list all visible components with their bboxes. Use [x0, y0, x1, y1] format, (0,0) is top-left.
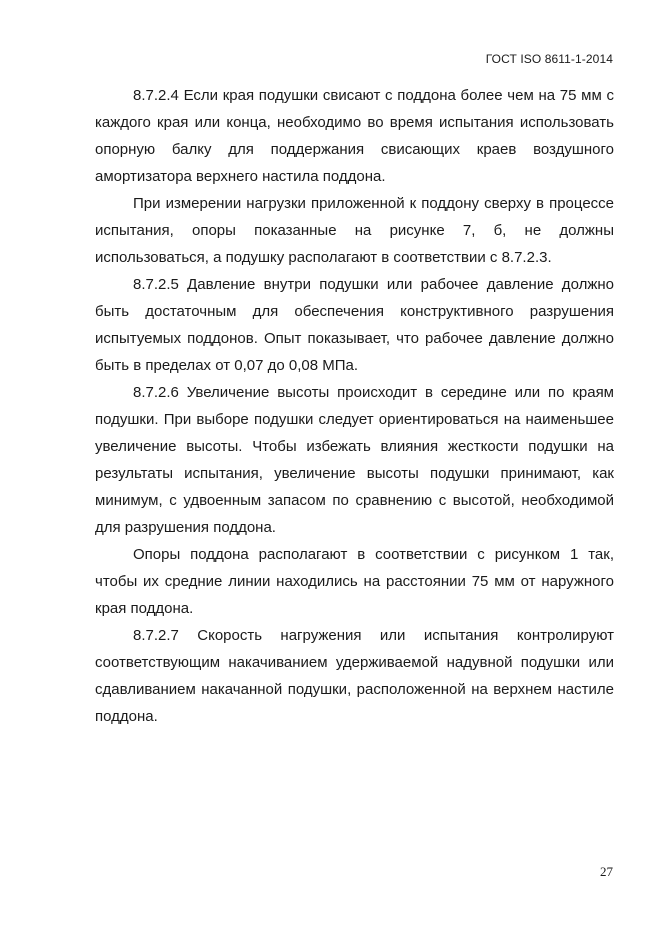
paragraph-pallet-supports: Опоры поддона располагают в соответствии с рисунком 1 так, чтобы их средние линии находились на расстоянии 75 мм от наружного края поддона. — [95, 546, 614, 617]
paragraph-8-7-2-5: 8.7.2.5 Давление внутри подушки или рабочее давление должно быть достаточным для обеспечения конструктивного разрушения испытуемых поддонов. Опыт показывает, что рабочее давление должно быть в пределах от 0,07 до 0,08 МПа. — [95, 276, 614, 374]
paragraph-load-measurement: При измерении нагрузки приложенной к поддону сверху в процессе испытания, опоры показанные на рисунке 7, б, не должны использоваться, а подушку располагают в соответствии с 8.7.2.3. — [95, 195, 614, 266]
paragraph-8-7-2-6: 8.7.2.6 Увеличение высоты происходит в середине или по краям подушки. При выборе подушки следует ориентироваться на наименьшее увеличение высоты. Чтобы избежать влияния жесткости подушки на результаты испытания, увеличение высоты подушки принимают, как минимум, с удвоенным запасом по сравнению с высотой, необходимой для разрушения поддона. — [95, 384, 614, 536]
paragraph-8-7-2-4: 8.7.2.4 Если края подушки свисают с поддона более чем на 75 мм с каждого края или конца, необходимо во время испытания использовать опорную балку для поддержания свисающих краев воздушного амортизатора верхнего настила поддона. — [95, 87, 614, 185]
page-number: 27 — [600, 864, 613, 879]
paragraph-8-7-2-7: 8.7.2.7 Скорость нагружения или испытания контролируют соответствующим накачиванием удерживаемой надувной подушки или сдавливанием накачанной подушки, расположенной на верхнем настиле поддона. — [95, 627, 614, 725]
document-body — [95, 82, 614, 730]
document-header: ГОСТ ISO 8611-1-2014 — [485, 52, 613, 66]
